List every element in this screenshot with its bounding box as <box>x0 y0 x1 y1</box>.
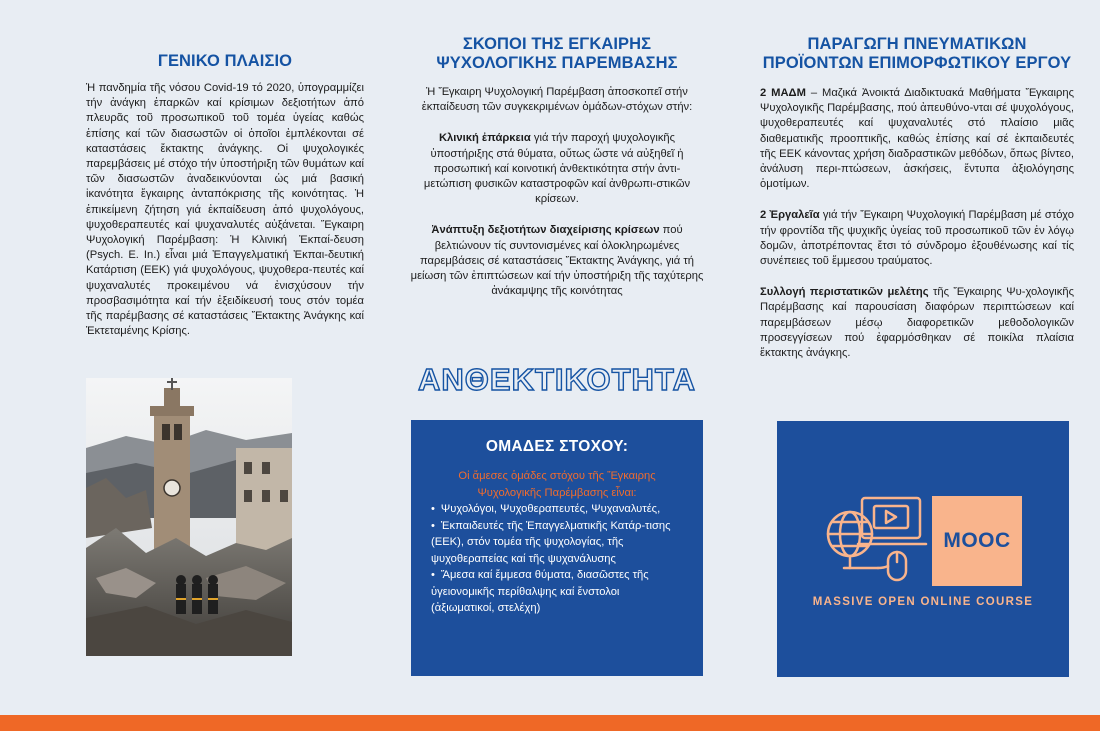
output-tools-label: 2 Ἐργαλεῖα <box>760 209 820 222</box>
target-group-text: Ἐκπαιδευτές τῆς Ἐπαγγελματικῆς Κατάρ-τισης (ΕΕΚ), στόν τομέα τῆς ψυχολογίας, τῆς ψυχοθεραπείας καί τῆς ψυχανάλυσης <box>431 519 671 565</box>
target-group-text: Ψυχολόγοι, Ψυχοθεραπευτές, Ψυχαναλυτές, <box>440 503 661 515</box>
output-mooc-label: 2 ΜΑΔΜ <box>760 87 806 99</box>
list-item <box>431 518 683 568</box>
general-context-column <box>86 0 364 339</box>
output-tools <box>760 208 1074 269</box>
output-cases-label: Συλλογή περιστατικῶν μελέτης <box>760 286 929 299</box>
general-context-body <box>86 81 364 339</box>
target-group-text: Ἄμεσα καί ἔμμεσα θύματα, διασῶστες τῆς ὑγειονομικῆς περίθαλψης καί ἔνστολοι (ἀξιωματικοί, στελέχη) <box>431 569 649 614</box>
outputs-title: ΠΑΡΑΓΩΓΗ ΠΝΕΥΜΑΤΙΚΩΝ ΠΡΟΪΟΝΤΩΝ ΕΠΙΜΟΡΦΩΤΙΚΟΥ ΕΡΓΟΥ <box>762 35 1072 72</box>
objective-crisis-text: πού βελτιώνουν τίς συντονισμένες καί ὁλοκληρωμένες παρεμβάσεις σέ καταστάσεις Ἔκτακτης Ἀνάγκης, γιά τή μείωση τῶν ἐπιπτώσεων καί τήν ὑποστήριξη τῆς ταχύτερης ἀνάκαμψης τῆς κοινότητας <box>410 224 704 298</box>
objectives-column <box>410 0 704 299</box>
target-groups-title: ΟΜΑΔΕΣ ΣΤΟΧΟΥ: <box>485 438 629 455</box>
earthquake-ruins-image <box>86 378 292 656</box>
objectives-body <box>410 85 704 299</box>
footer-bar <box>0 715 1100 731</box>
globe-laptop-icon <box>822 488 932 588</box>
bullet-icon: • <box>431 569 435 581</box>
bullet-icon: • <box>431 503 435 515</box>
objective-crisis <box>410 223 704 299</box>
objectives-intro: Ἡ Ἔγκαιρη Ψυχολογική Παρέμβαση ἀποσκοπεῖ στήν ἐκπαίδευση τῶν συγκεκριμένων ὁμάδων-στόχων στήν: <box>421 86 693 114</box>
mooc-caption: MASSIVE OPEN ONLINE COURSE <box>812 596 1034 608</box>
outputs-column <box>760 0 1074 361</box>
general-context-text: Ἡ πανδημία τῆς νόσου Covid-19 τό 2020, ὑπογραμμίζει τήν ἀνάγκη ἐπαρκῶν καί κρίσιμων δεξιοτήτων ἀπό πλευρᾶς τοῦ προσωπικοῦ τοῦ τομέα ὑγείας καθώς ἐπίσης καί τῶν διασωστῶν οἱ ὁποῖοι ἐμπλέκονται σέ καταστάσεις ἔκτακτης ἀνάγκης. Οἱ ψυχολογικές παρεμβάσεις μέ στόχο τήν ὑποστήριξη τῶν θυμάτων καί τῶν διασωστῶν ἀναδεικνύονται ὡς μιά βασική ἱκανότητα ἔγκαιρης ἀνταπόκρισης τῆς κοινότητας. Ἡ ἐπικείμενη ζήτηση γιά ἐκπαίδευση ἀπό ψυχολόγους, ψυχοθεραπευτές καί ψυχαναλυτές αὐξάνεται. Ἔγκαιρη Ψυχολογική Παρέμβαση: Ἡ Κλινική Ἐκπαί-δευση (Psych. E. In.) εἶναι μιά Ἐπαγγελματική Ἐκπαι-δευτική Κατάρτιση (ΕΕΚ) γιά ψυχολόγους, ψυχοθερα-πευτές καί ψυχαναλυτές προκειμένου νά ἐνισχύσουν τήν προσβασιμότητα καί τήν ἐξειδίκευσή τους στόν τομέα τῆς παρέμβασης σέ καταστάσεις Ἔκτακτης Ἀνάγκης καί Ἐκτεταμένης Κρίσης. <box>86 82 364 338</box>
earthquake-photo <box>86 378 292 656</box>
output-tools-text: γιά τήν Ἔγκαιρη Ψυχολογική Παρέμβαση μέ στόχο τήν φροντίδα τῆς ψυχικῆς ὑγείας τοῦ προσωπικοῦ τῶν ἐν λόγῳ δομῶν, ἀποτρέποντας ἔτσι τό σύνδρομο ἐξουθένωσης καί τίς συνέπειες τοῦ ἔμμεσου τραύματος. <box>760 209 1074 268</box>
resilience-heading: ΑΝΘΕΚΤΙΚΟΤΗΤΑ <box>418 362 696 397</box>
outputs-body <box>760 86 1074 361</box>
bullet-icon: • <box>431 519 435 532</box>
objective-crisis-label: Ἀνάπτυξη δεξιοτήτων διαχείρισης κρίσεων <box>431 224 660 237</box>
objective-clinical <box>410 131 704 207</box>
objective-clinical-text: γιά τήν παροχή ψυχολογικῆς ὑποστήριξης στά θύματα, οὕτως ὥστε νά αὐξηθεῖ ἡ προσωπική καί κοινοτική ἀνθεκτικότητα στήν ἀντι-μετώπιση φυσικῶν καταστροφῶν καί ἀνθρωπι-στικῶν κρίσεων. <box>423 132 691 206</box>
target-groups-list <box>431 501 683 617</box>
output-mooc <box>760 86 1074 192</box>
output-mooc-text: – Μαζικά Ἀνοικτά Διαδικτυακά Μαθήματα Ἔγκαιρης Ψυχολογικῆς Παρέμβασης, πού ἀπευθύνο-νται σέ ψυχολόγους, ψυχοθεραπευτές καί ψυχαναλυτές στό πλαίσιο μιᾶς διαθεματικῆς προοπτικῆς, καθώς ἐπίσης καί σέ ἐκπαιδευτές τῆς ΕΕΚ κάνοντας χρήση διαδραστικῶν μεθόδων, ὅπως βίντεο, ἀνάλυση περι-πτώσεων, ἀσκήσεις, ἔντυπα ἀξιολόγησης ὁμοτίμων. <box>760 87 1075 191</box>
output-cases <box>760 285 1074 361</box>
target-groups-intro: Οἱ ἄμεσες ὁμάδες στόχου τῆς Ἔγκαιρης Ψυχολογικῆς Παρέμβασης εἶναι: <box>458 470 656 499</box>
objective-clinical-label: Κλινική ἐπάρκεια <box>438 132 531 145</box>
output-cases-text: τῆς Ἔγκαιρης Ψυ-χολογικῆς Παρέμβασης καί παρουσίαση διαφόρων περιπτώσεων καί παρεμβάσεων μέσῳ διαφορετικῶν μεθοδολογικῶν προσεγγίσεων πού ἐφαρμόσθηκαν σέ ποικίλα πλαίσια ἔκτακτης ἀνάγκης. <box>760 286 1074 360</box>
list-item <box>431 501 683 518</box>
mooc-label: MOOC <box>932 496 1022 586</box>
general-context-title: ΓΕΝΙΚΟ ΠΛΑΙΣΙΟ <box>157 52 293 70</box>
objectives-title: ΣΚΟΠΟΙ ΤΗΣ ΕΓΚΑΙΡΗΣ ΨΥΧΟΛΟΓΙΚΗΣ ΠΑΡΕΜΒΑΣΗΣ <box>436 35 678 72</box>
target-groups-box <box>411 420 703 676</box>
list-item <box>431 567 683 617</box>
